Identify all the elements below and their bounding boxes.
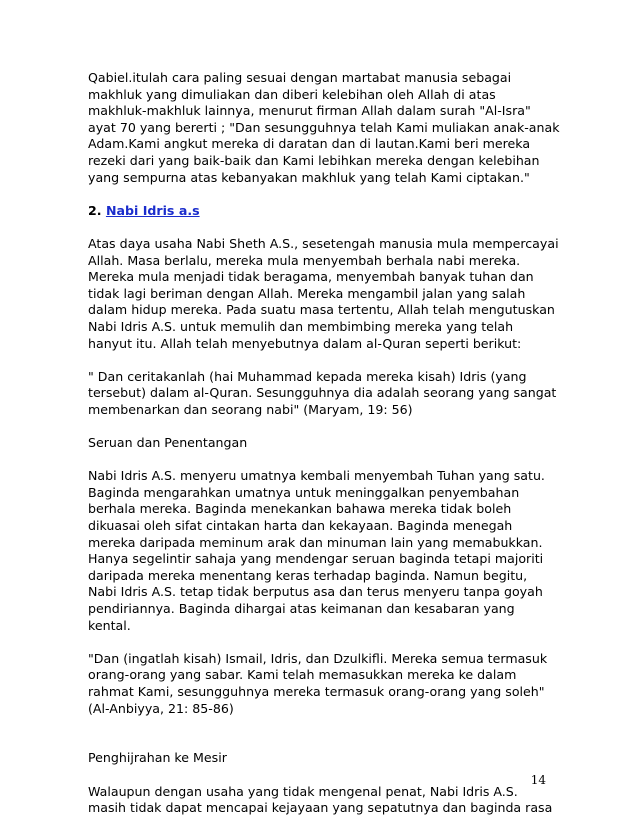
text-line: "Dan (ingatlah kisah) Ismail, Idris, dan Dzulkifli. Mereka semua termasuk <box>88 650 548 666</box>
text-line: dalam hidup mereka. Pada suatu masa tertentu, Allah telah mengutuskan <box>88 302 555 318</box>
paragraph-gap <box>88 219 558 236</box>
text-line: hanyut itu. Allah telah menyebutnya dalam al-Quran seperti berikut: <box>88 335 522 351</box>
text-line: tidak lagi beriman dengan Allah. Mereka mengambil jalan yang salah <box>88 285 526 301</box>
paragraph-gap <box>88 767 558 784</box>
text-line: Nabi Idris A.S. menyeru umatnya kembali menyembah Tuhan yang satu. <box>88 468 545 484</box>
text-line: yang sempurna atas kebanyakan makhluk yang telah Kami ciptakan." <box>88 169 530 185</box>
text-line: Seruan dan Penentangan <box>88 435 248 451</box>
text-line: makhluk-makhluk lainnya, menurut firman Allah dalam surah "Al-Isra" <box>88 103 531 119</box>
section-heading <box>88 203 558 220</box>
text-line: Penghijrahan ke Mesir <box>88 750 227 766</box>
text-line: rezeki dari yang baik-baik dan Kami lebihkan mereka dengan kelebihan <box>88 152 540 168</box>
text-line: berhala mereka. Baginda menekankan bahawa mereka tidak boleh <box>88 501 512 517</box>
paragraph-gap <box>88 352 558 369</box>
text-line: Walaupun dengan usaha yang tidak mengenal penat, Nabi Idris A.S. <box>88 783 518 799</box>
text-line: makhluk yang dimuliakan dan diberi kelebihan oleh Allah di atas <box>88 86 496 102</box>
paragraph-gap <box>88 717 558 750</box>
text-line: pendiriannya. Baginda dihargai atas keimanan dan kesabaran yang <box>88 601 515 616</box>
subheading <box>88 435 558 452</box>
text-line: (Al-Anbiyya, 21: 85-86) <box>88 700 234 716</box>
paragraph-gap <box>88 452 558 469</box>
text-line: dikuasai oleh sifat cintakan harta dan kekayaan. Baginda menegah <box>88 518 513 534</box>
body-paragraph <box>88 784 558 817</box>
text-line: Qabiel.itulah cara paling sesuai dengan martabat manusia sebagai <box>88 70 512 85</box>
section-title-link[interactable]: Nabi Idris a.s <box>105 202 200 218</box>
text-line: membenarkan dan seorang nabi" (Maryam, 19: 56) <box>88 401 413 417</box>
intro-paragraph <box>88 70 558 186</box>
paragraph-gap <box>88 418 558 435</box>
text-line: rahmat Kami, sesungguhnya mereka termasuk orang-orang yang soleh" <box>88 683 545 699</box>
quote-paragraph <box>88 369 558 419</box>
page-content <box>88 70 558 817</box>
page-number: 14 <box>530 773 546 787</box>
subheading <box>88 750 558 767</box>
text-line: Baginda mengarahkan umatnya untuk meninggalkan penyembahan <box>88 484 520 500</box>
text-line: tersebut) dalam al-Quran. Sesungguhnya dia adalah seorang yang sangat <box>88 385 557 401</box>
text-line: Hanya segelintir sahaja yang mendengar seruan baginda tetapi majoriti <box>88 551 544 567</box>
text-line: mereka daripada meminum arak dan minuman lain yang memabukkan. <box>88 534 543 550</box>
section-number: 2. <box>88 202 102 218</box>
text-line: Adam.Kami angkut mereka di daratan dan di lautan.Kami beri mereka <box>88 136 531 152</box>
text-line: daripada mereka menentang keras terhadap baginda. Namun begitu, <box>88 567 528 583</box>
body-paragraph <box>88 468 558 634</box>
text-line: kental. <box>88 617 131 633</box>
text-line: masih tidak dapat mencapai kejayaan yang sepatutnya dan baginda rasa <box>88 800 553 816</box>
text-line: Nabi Idris A.S. untuk memulih dan membimbing mereka yang telah <box>88 318 514 334</box>
text-line: Mereka mula menjadi tidak beragama, menyembah banyak tuhan dan <box>88 269 534 285</box>
paragraph-gap <box>88 186 558 203</box>
text-line: " Dan ceritakanlah (hai Muhammad kepada mereka kisah) Idris (yang <box>88 368 527 384</box>
text-line: Atas daya usaha Nabi Sheth A.S., sesetengah manusia mula mempercayai <box>88 235 559 251</box>
text-line: ayat 70 yang bererti ; "Dan sesungguhnya telah Kami muliakan anak-anak <box>88 119 560 135</box>
text-line: Nabi Idris A.S. tetap tidak berputus asa dan terus menyeru tanpa goyah <box>88 584 543 600</box>
quote-paragraph <box>88 651 558 717</box>
text-line: orang-orang yang sabar. Kami telah memasukkan mereka ke dalam <box>88 667 517 683</box>
text-line: Allah. Masa berlalu, mereka mula menyembah berhala nabi mereka. <box>88 252 521 268</box>
paragraph-gap <box>88 634 558 651</box>
body-paragraph <box>88 236 558 352</box>
